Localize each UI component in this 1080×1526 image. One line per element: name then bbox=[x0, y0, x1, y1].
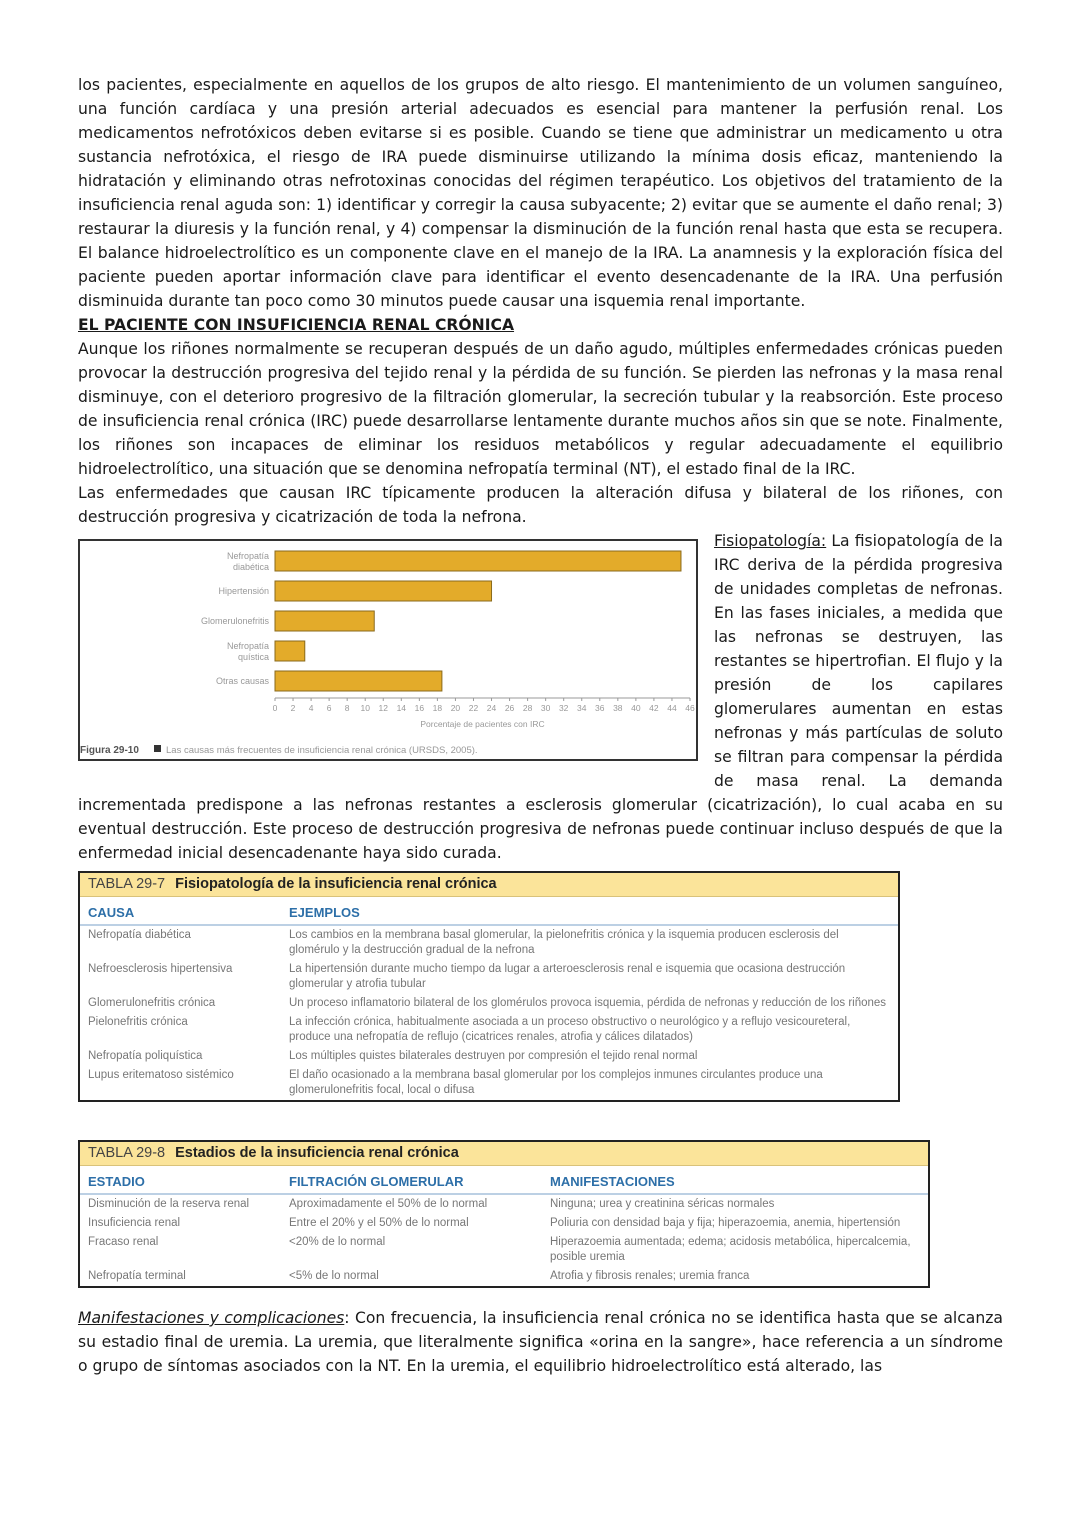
x-tick-label: 32 bbox=[558, 703, 569, 713]
table-row bbox=[80, 1194, 928, 1214]
table-row bbox=[80, 1066, 898, 1100]
x-tick-label: 8 bbox=[344, 703, 350, 713]
x-tick-label: 10 bbox=[360, 703, 370, 713]
table-cell: Hiperazoemia aumentada; edema; acidosis metabólica, hipercalcemia, posible uremia bbox=[550, 1236, 911, 1263]
table-cell: Ninguna; urea y creatinina séricas normales bbox=[550, 1198, 775, 1210]
table-cell: Nefropatía terminal bbox=[88, 1270, 186, 1282]
bar bbox=[275, 641, 305, 661]
category-label: Hipertensión bbox=[218, 586, 269, 596]
subheading: Manifestaciones y complicaciones bbox=[78, 1309, 345, 1327]
x-tick-label: 22 bbox=[468, 703, 479, 713]
x-tick-label: 30 bbox=[540, 703, 551, 713]
x-tick-label: 0 bbox=[272, 703, 278, 713]
figure-chart bbox=[78, 539, 698, 761]
column-header: EJEMPLOS bbox=[281, 897, 898, 925]
table-cell: Insuficiencia renal bbox=[88, 1217, 181, 1229]
table-cell: Poliuria con densidad baja y fija; hiperazoemia, anemia, hipertensión bbox=[550, 1217, 901, 1229]
x-tick-label: 16 bbox=[414, 703, 425, 713]
table-cell: La infección crónica, habitualmente asociada a un proceso obstructivo o neurológico y a reflujo vesicoureteral, produce una nefropatía de reflujo (cicatrices renales, atrofia y cálices dilatados) bbox=[289, 1016, 851, 1043]
x-tick-label: 2 bbox=[290, 703, 296, 713]
table-number: TABLA 29-8 bbox=[88, 1145, 166, 1161]
x-tick-label: 28 bbox=[522, 703, 533, 713]
x-tick-label: 44 bbox=[667, 703, 677, 713]
bar bbox=[275, 581, 492, 601]
table-row bbox=[80, 960, 898, 994]
paragraph: Aunque los riñones normalmente se recuperan después de un daño agudo, múltiples enfermedades crónicas pueden provocar la destrucción progresiva del tejido renal y la pérdida de su función. Se pierden las nefronas y la masa renal disminuye, con el deterioro progresivo de la filtración glomerular, la secreción tubular y la reabsorción. Este proceso de insuficiencia renal crónica (IRC) puede desarrollarse lentamente durante muchos años sin que se note. Finalmente, los riñones son incapaces de eliminar los residuos metabólicos y regular adecuadamente el equilibrio hidroelectrolítico, una situación que se denomina nefropatía terminal (NT), el estado final de la IRC. bbox=[78, 340, 1003, 478]
paragraph-text: La fisiopatología de la IRC deriva de la pérdida progresiva de unidades completas de nefronas. En las fases iniciales, a medida que las nefronas se destruyen, las restantes se hipertrofian. El flujo y la presión de los capilares glomerulares aumentan en estas nefronas y más partículas de soluto se filtran para compensar la pérdida de masa renal. La demanda incrementada predispone a las nefronas restantes a esclerosis glomerular (cicatrización), lo cual acaba en su eventual destrucción. Este proceso de destrucción progresiva de nefronas puede continuar incluso después de que la enfermedad inicial desencadenante haya sido curada. bbox=[78, 532, 1003, 862]
bar bbox=[275, 551, 681, 571]
x-tick-label: 18 bbox=[432, 703, 443, 713]
category-label: Otras causas bbox=[215, 676, 269, 686]
table-cell: Lupus eritematoso sistémico bbox=[88, 1069, 234, 1081]
table-cell: El daño ocasionado a la membrana basal glomerular por los complejos inmunes circulantes produce una glomerulonefritis focal, local o difusa bbox=[289, 1069, 823, 1096]
table-row bbox=[80, 925, 898, 960]
x-tick-label: 26 bbox=[504, 703, 515, 713]
column-header: MANIFESTACIONES bbox=[542, 1166, 928, 1194]
table-cell: Nefropatía diabética bbox=[88, 929, 191, 941]
column-header: FILTRACIÓN GLOMERULAR bbox=[281, 1166, 542, 1194]
category-label: Nefropatía bbox=[226, 551, 269, 561]
table-title: Fisiopatología de la insuficiencia renal crónica bbox=[175, 876, 497, 892]
table-cell: Disminución de la reserva renal bbox=[88, 1198, 250, 1210]
paragraph-text: : Con frecuencia, la insuficiencia renal crónica no se identifica hasta que se alcanza su estadio final de uremia. La uremia, que literalmente significa «orina en la sangre», hace referencia a un síndrome o grupo de síntomas asociados con la NT. En la uremia, el equilibrio hidroelectrolítico está alterado, las bbox=[78, 1309, 1003, 1375]
table-cell: Pielonefritis crónica bbox=[88, 1016, 188, 1028]
table-cell: Aproximadamente el 50% de lo normal bbox=[289, 1198, 488, 1210]
table-number: TABLA 29-7 bbox=[88, 876, 166, 892]
column-header: ESTADIO bbox=[80, 1166, 281, 1194]
subheading: Fisiopatología: bbox=[714, 532, 827, 550]
table-cell: Nefroesclerosis hipertensiva bbox=[88, 963, 233, 975]
x-tick-label: 24 bbox=[486, 703, 497, 713]
bar bbox=[275, 671, 442, 691]
figure-number: Figura 29-10 bbox=[80, 745, 139, 756]
table-title: Estadios de la insuficiencia renal crónica bbox=[175, 1145, 459, 1161]
category-label: Nefropatía bbox=[226, 641, 269, 651]
table-cell: <20% de lo normal bbox=[289, 1236, 386, 1248]
table-row bbox=[80, 1214, 928, 1233]
table-cell: Glomerulonefritis crónica bbox=[88, 997, 216, 1009]
category-label: Glomerulonefritis bbox=[200, 616, 269, 626]
table-cell: La hipertensión durante mucho tiempo da lugar a arteroesclerosis renal e isquemia que ocasiona destrucción glomerular y atrofia tubular bbox=[289, 963, 846, 990]
category-label: quística bbox=[237, 652, 269, 662]
section-heading: EL PACIENTE CON INSUFICIENCIA RENAL CRÓNICA bbox=[78, 316, 515, 334]
x-tick-label: 14 bbox=[396, 703, 407, 713]
table-cell: <5% de lo normal bbox=[289, 1270, 379, 1282]
table-29-7 bbox=[78, 871, 900, 1102]
table-caption bbox=[80, 873, 898, 897]
table-caption bbox=[80, 1142, 928, 1166]
x-axis-label: Porcentaje de pacientes con IRC bbox=[420, 719, 545, 729]
x-tick-label: 20 bbox=[450, 703, 461, 713]
paragraph: Las enfermedades que causan IRC típicamente producen la alteración difusa y bilateral de los riñones, con destrucción progresiva y cicatrización de toda la nefrona. bbox=[78, 484, 1003, 526]
x-tick-label: 4 bbox=[308, 703, 314, 713]
figure-caption: Las causas más frecuentes de insuficiencia renal crónica (URSDS, 2005). bbox=[166, 745, 478, 756]
table-row bbox=[80, 1233, 928, 1267]
table-29-8 bbox=[78, 1140, 930, 1288]
category-label: diabética bbox=[232, 562, 269, 572]
x-tick-label: 40 bbox=[631, 703, 641, 713]
table-cell: Fracaso renal bbox=[88, 1236, 159, 1248]
table-cell: Entre el 20% y el 50% de lo normal bbox=[289, 1217, 469, 1229]
table-row bbox=[80, 994, 898, 1013]
table-cell: Los múltiples quistes bilaterales destruyen por compresión el tejido renal normal bbox=[289, 1050, 698, 1062]
caption-square-icon bbox=[154, 745, 161, 752]
column-header: CAUSA bbox=[80, 897, 281, 925]
table-row bbox=[80, 1047, 898, 1066]
table-cell: Los cambios en la membrana basal glomerular, la pielonefritis crónica y la isquemia producen esclerosis del glomérulo y la destrucción gradual de la nefrona bbox=[289, 929, 839, 956]
document-body bbox=[78, 73, 1003, 1378]
x-tick-label: 34 bbox=[577, 703, 587, 713]
bar bbox=[275, 611, 374, 631]
table-row bbox=[80, 1267, 928, 1286]
table-row bbox=[80, 1013, 898, 1047]
x-tick-label: 38 bbox=[613, 703, 623, 713]
paragraph: los pacientes, especialmente en aquellos de los grupos de alto riesgo. El mantenimiento de un volumen sanguíneo, una función cardíaca y una presión arterial adecuados es esencial para mantener la perfusión renal. Los medicamentos nefrotóxicos deben evitarse si es posible. Cuando se tiene que administrar un medicamento u otra sustancia nefrotóxica, el riesgo de IRA puede disminuirse utilizando la mínima dosis eficaz, manteniendo la hidratación y eliminando otras nefrotoxinas conocidas del régimen terapéutico. Los objetivos del tratamiento de la insuficiencia renal aguda son: 1) identificar y corregir la causa subyacente; 2) evitar que se aumente el daño renal; 3) restaurar la diuresis y la función renal, y 4) compensar la disminución de la función renal hasta que esta se recupera. El balance hidroelectrolítico es un componente clave en el manejo de la IRA. La anamnesis y la exploración física del paciente pueden aportar información clave para identificar el evento desencadenante de la IRA. Una perfusión disminuida durante tan poco como 30 minutos puede causar una isquemia renal importante. bbox=[78, 76, 1003, 310]
table-cell: Atrofia y fibrosis renales; uremia franca bbox=[550, 1270, 750, 1282]
x-tick-label: 6 bbox=[326, 703, 332, 713]
paragraph-manifestaciones bbox=[78, 1306, 1003, 1378]
x-tick-label: 36 bbox=[595, 703, 605, 713]
table-cell: Un proceso inflamatorio bilateral de los glomérulos provoca isquemia, pérdida de nefronas y reducción de los riñones bbox=[289, 997, 887, 1009]
table-cell: Nefropatía poliquística bbox=[88, 1050, 203, 1062]
x-tick-label: 42 bbox=[649, 703, 659, 713]
bar-chart bbox=[80, 541, 696, 759]
x-tick-label: 46 bbox=[685, 703, 695, 713]
x-tick-label: 12 bbox=[378, 703, 388, 713]
